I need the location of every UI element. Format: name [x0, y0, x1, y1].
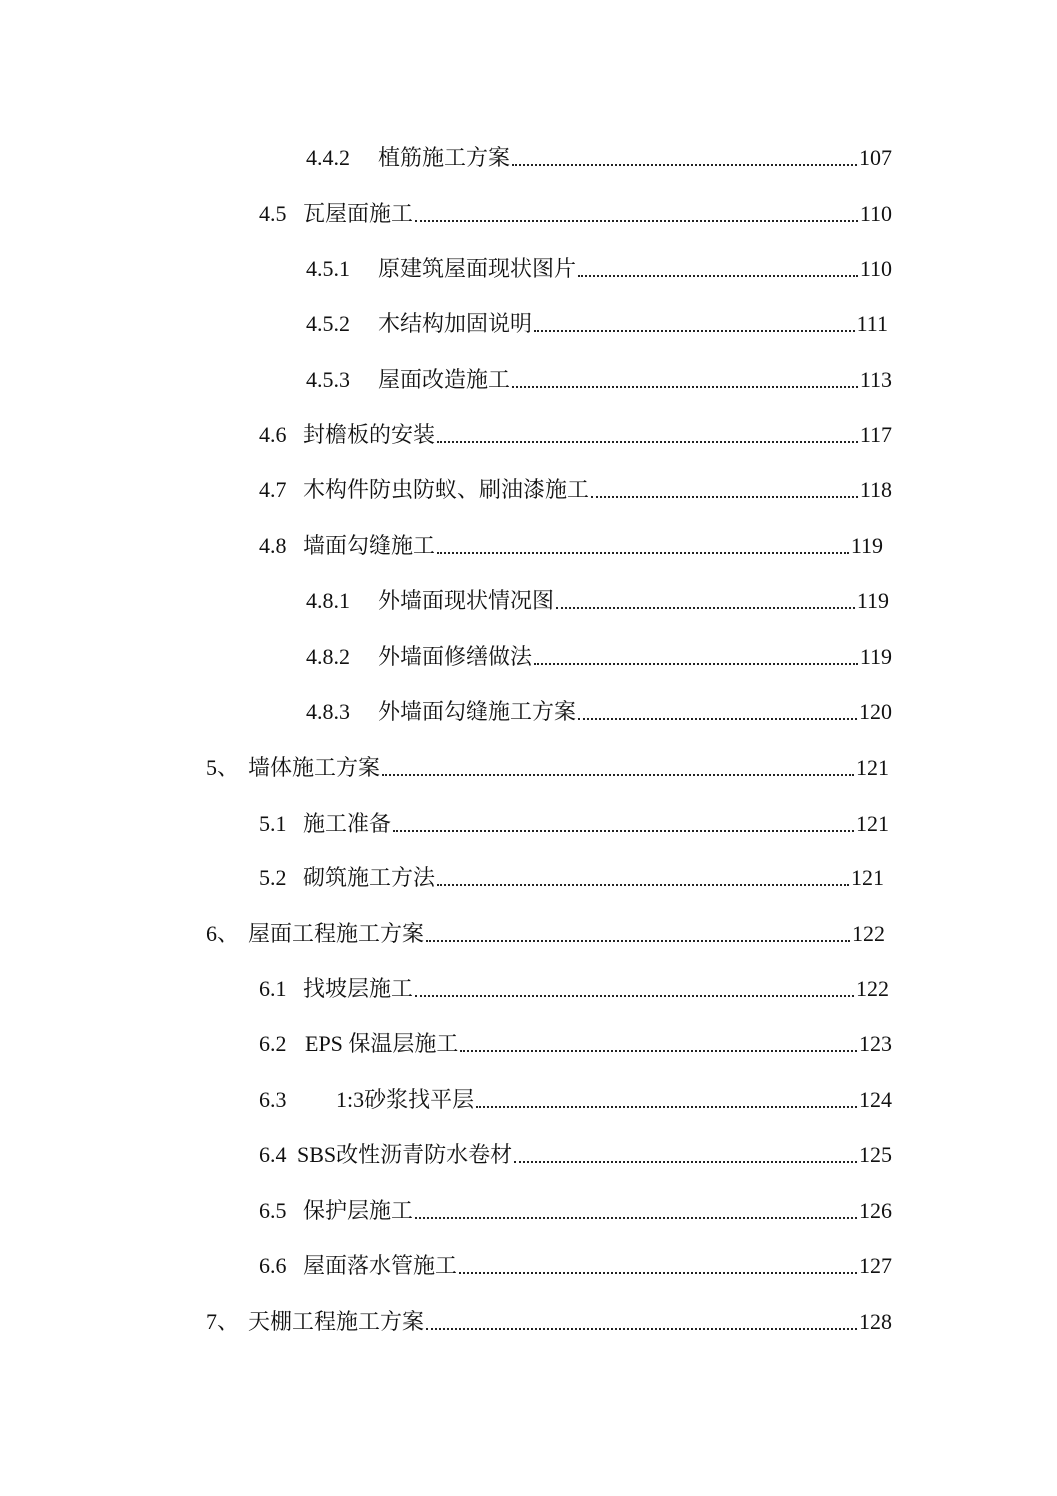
dot-leader [514, 1141, 857, 1169]
toc-title: 1:3砂浆找平层 [303, 1087, 475, 1112]
toc-page-number: 119 [850, 533, 883, 558]
toc-title: 木构件防虫防蚁、刷油漆施工 [303, 477, 590, 502]
toc-number: 4.5 [259, 201, 287, 226]
toc-page-number: 113 [859, 367, 892, 392]
toc-page-number: 110 [859, 201, 892, 226]
dot-leader [534, 310, 855, 338]
toc-number: 4.8.3 [306, 699, 350, 724]
toc-number: 6.6 [259, 1253, 287, 1278]
toc-number: 6、 [206, 921, 240, 946]
dot-leader [578, 698, 857, 726]
toc-page-number: 127 [859, 1253, 892, 1278]
toc-title: 墙面勾缝施工 [303, 533, 436, 558]
toc-number: 4.5.1 [306, 256, 350, 281]
toc-title: 植筋施工方案 [378, 145, 511, 170]
toc-page-number: 121 [856, 811, 889, 836]
toc-number: 4.5.2 [306, 311, 350, 336]
dot-leader [415, 975, 854, 1003]
toc-title: 找坡层施工 [303, 976, 414, 1001]
toc-entry[interactable] [259, 417, 892, 449]
toc-title: EPS 保温层施工 [305, 1031, 459, 1056]
toc-number: 4.8.1 [306, 588, 350, 613]
dot-leader [591, 476, 858, 504]
toc-number: 6.5 [259, 1198, 287, 1223]
toc-number: 5、 [206, 755, 240, 780]
toc-title: 外墙面勾缝施工方案 [378, 699, 577, 724]
toc-entry[interactable] [306, 306, 888, 338]
dot-leader [556, 587, 855, 615]
dot-leader [476, 1086, 857, 1114]
toc-page-number: 119 [856, 588, 889, 613]
toc-number: 4.5.3 [306, 367, 350, 392]
dot-leader [534, 643, 858, 671]
toc-number: 7、 [206, 1309, 240, 1334]
toc-entry[interactable] [306, 583, 889, 615]
dot-leader [512, 366, 858, 394]
toc-page-number: 111 [856, 311, 888, 336]
toc-entry[interactable] [259, 1137, 892, 1169]
toc-page-number: 122 [852, 921, 885, 946]
toc-page-number: 121 [856, 755, 889, 780]
dot-leader [512, 144, 857, 172]
toc-number: 6.3 [259, 1087, 287, 1112]
toc-number: 4.8 [259, 533, 287, 558]
toc-entry[interactable] [306, 639, 892, 671]
toc-number: 6.2 [259, 1031, 287, 1056]
toc-entry[interactable] [306, 362, 892, 394]
toc-page-number: 119 [859, 644, 892, 669]
toc-title: 屋面落水管施工 [303, 1253, 458, 1278]
toc-number: 4.4.2 [306, 145, 350, 170]
toc-entry[interactable] [306, 140, 892, 172]
toc-number: 6.4 [259, 1142, 287, 1167]
dot-leader [578, 255, 858, 283]
toc-page-number: 110 [859, 256, 892, 281]
toc-page-number: 123 [859, 1031, 892, 1056]
toc-title: 外墙面现状情况图 [378, 588, 555, 613]
dot-leader [437, 864, 849, 892]
toc-title: 砌筑施工方法 [303, 865, 436, 890]
toc-page-number: 120 [859, 699, 892, 724]
toc-title: 屋面改造施工 [378, 367, 511, 392]
toc-page-number: 126 [859, 1198, 892, 1223]
dot-leader [415, 200, 858, 228]
toc-title: 木结构加固说明 [378, 311, 533, 336]
toc-entry[interactable] [206, 750, 889, 782]
dot-leader [393, 810, 854, 838]
dot-leader [426, 1308, 857, 1336]
toc-number: 5.1 [259, 811, 287, 836]
toc-title: 施工准备 [303, 811, 392, 836]
toc-entry[interactable] [259, 196, 892, 228]
toc-entry[interactable] [259, 528, 883, 560]
toc-title: 墙体施工方案 [248, 755, 381, 780]
toc-page-number: 117 [859, 422, 892, 447]
toc-entry[interactable] [259, 971, 889, 1003]
toc-entry[interactable] [306, 694, 892, 726]
dot-leader [437, 421, 858, 449]
dot-leader [426, 920, 850, 948]
toc-page-number: 124 [859, 1087, 892, 1112]
toc-entry[interactable] [206, 1304, 892, 1336]
toc-entry[interactable] [259, 1193, 892, 1225]
toc-title: 屋面工程施工方案 [248, 921, 425, 946]
dot-leader [460, 1030, 857, 1058]
toc-number: 6.1 [259, 976, 287, 1001]
dot-leader [459, 1252, 857, 1280]
toc-entry[interactable] [259, 472, 892, 504]
toc-entry[interactable] [259, 806, 889, 838]
toc-page-number: 122 [856, 976, 889, 1001]
toc-number: 4.6 [259, 422, 287, 447]
toc-title: SBS改性沥青防水卷材 [297, 1142, 513, 1167]
toc-page-number: 107 [859, 145, 892, 170]
toc-number: 4.8.2 [306, 644, 350, 669]
toc-entry[interactable] [259, 1082, 892, 1114]
toc-number: 4.7 [259, 477, 287, 502]
toc-page-number: 118 [859, 477, 892, 502]
toc-title: 保护层施工 [303, 1198, 414, 1223]
toc-title: 天棚工程施工方案 [248, 1309, 425, 1334]
toc-entry[interactable] [306, 251, 892, 283]
toc-title: 原建筑屋面现状图片 [378, 256, 577, 281]
toc-title: 外墙面修缮做法 [378, 644, 533, 669]
toc-title: 封檐板的安装 [303, 422, 436, 447]
toc-entry[interactable] [259, 860, 884, 892]
dot-leader [437, 532, 849, 560]
toc-entry[interactable] [206, 916, 885, 948]
dot-leader [415, 1197, 857, 1225]
toc-title: 瓦屋面施工 [303, 201, 414, 226]
toc-page-number: 125 [859, 1142, 892, 1167]
dot-leader [382, 754, 854, 782]
toc-entry[interactable] [259, 1248, 892, 1280]
toc-number: 5.2 [259, 865, 287, 890]
toc-page-number: 128 [859, 1309, 892, 1334]
toc-entry[interactable] [259, 1026, 892, 1058]
toc-page-number: 121 [851, 865, 884, 890]
